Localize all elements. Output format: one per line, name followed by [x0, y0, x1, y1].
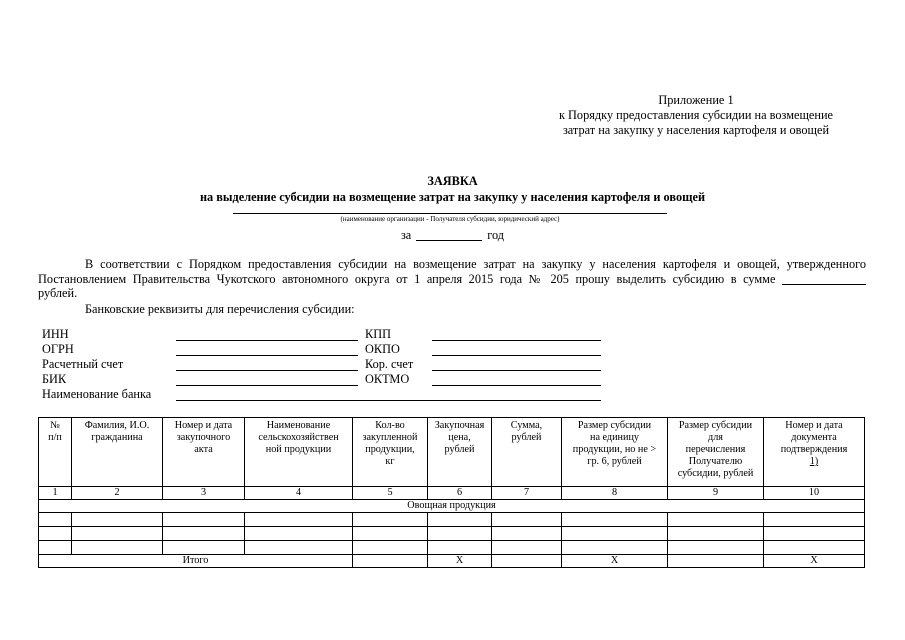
table-cell[interactable] [764, 541, 865, 555]
total-x-mark: Х [562, 555, 668, 568]
table-cell[interactable] [353, 541, 428, 555]
header-cell-6 [428, 418, 492, 487]
ogrn-label: ОГРН [42, 342, 74, 356]
header-cell-4 [245, 418, 353, 487]
corr-account-label: Кор. счет [365, 357, 414, 371]
header-cell-8 [562, 418, 668, 487]
header-cell-9-text: Размер субсидии для перечисления Получателю субсидии, рублей [677, 420, 754, 479]
header-cell-5 [353, 418, 428, 487]
appendix-ref-line-1: к Порядку предоставления субсидии на возмещение [559, 108, 833, 122]
table-cell[interactable] [492, 527, 562, 541]
bank-name-field[interactable] [176, 400, 601, 401]
total-row [39, 555, 865, 568]
account-field[interactable] [176, 370, 358, 371]
column-number: 9 [668, 487, 764, 500]
table-cell[interactable] [72, 513, 163, 527]
column-number: 7 [492, 487, 562, 500]
table-cell[interactable] [163, 527, 245, 541]
period-suffix: год [487, 228, 505, 242]
table-cell[interactable] [428, 527, 492, 541]
column-number: 3 [163, 487, 245, 500]
appendix-number: Приложение 1 [658, 93, 734, 107]
total-cell[interactable] [492, 555, 562, 568]
organization-name-line[interactable] [233, 213, 667, 214]
table-cell[interactable] [39, 541, 72, 555]
column-number: 8 [562, 487, 668, 500]
column-number: 4 [245, 487, 353, 500]
header-cell-9 [668, 418, 764, 487]
header-cell-4-text: Наименование сельскохозяйствен ной продукции [258, 420, 339, 455]
table-cell[interactable] [562, 541, 668, 555]
section-row [39, 500, 865, 513]
column-number: 2 [72, 487, 163, 500]
table-row [39, 527, 865, 541]
appendix-header [540, 93, 852, 138]
period-prefix: за [400, 228, 412, 242]
okpo-label: ОКПО [365, 342, 400, 356]
table-cell[interactable] [245, 513, 353, 527]
period-line [0, 228, 905, 243]
table-cell[interactable] [245, 541, 353, 555]
bank-requisites-title: Банковские реквизиты для перечисления субсидии: [85, 302, 355, 316]
total-cell[interactable] [668, 555, 764, 568]
bik-label: БИК [42, 372, 67, 386]
header-cell-7-text: Сумма, рублей [510, 420, 543, 443]
kpp-field[interactable] [432, 340, 601, 341]
total-cell[interactable] [353, 555, 428, 568]
table-cell[interactable] [668, 513, 764, 527]
title-main: ЗАЯВКА [427, 174, 478, 188]
paragraph-line-2-text: Постановлением Правительства Чукотского автономного округа от 1 апреля 2015 года № 205 прошу выделить субсидию в сумме [38, 271, 776, 286]
header-cell-10 [764, 418, 865, 487]
table-cell[interactable] [353, 513, 428, 527]
inn-field[interactable] [176, 340, 358, 341]
table-cell[interactable] [39, 527, 72, 541]
table-cell[interactable] [764, 527, 865, 541]
header-cell-1 [39, 418, 72, 487]
header-cell-7 [492, 418, 562, 487]
table-cell[interactable] [245, 527, 353, 541]
table-cell[interactable] [764, 513, 865, 527]
bank-name-label: Наименование банка [42, 387, 152, 401]
okpo-field[interactable] [432, 355, 601, 356]
table-cell[interactable] [353, 527, 428, 541]
bik-field[interactable] [176, 385, 358, 386]
purchase-table [38, 417, 865, 568]
table-cell[interactable] [39, 513, 72, 527]
column-number: 1 [39, 487, 72, 500]
header-cell-2 [72, 418, 163, 487]
table-cell[interactable] [163, 541, 245, 555]
total-x-mark: Х [428, 555, 492, 568]
title-sub: на выделение субсидии на возмещение затрат на закупку у населения картофеля и овощей [199, 190, 706, 204]
column-number-row [39, 487, 865, 500]
header-cell-10-text: Номер и дата документа подтверждения [780, 420, 848, 455]
ogrn-field[interactable] [176, 355, 358, 356]
footnote-mark: 1) [809, 456, 819, 467]
table-cell[interactable] [668, 527, 764, 541]
oktmo-label: ОКТМО [365, 372, 410, 386]
table-cell[interactable] [428, 541, 492, 555]
header-cell-1-text: № п/п [48, 420, 62, 443]
document-title [0, 173, 905, 205]
table-cell[interactable] [72, 541, 163, 555]
table-cell[interactable] [492, 513, 562, 527]
year-blank[interactable] [416, 229, 482, 241]
header-cell-2-text: Фамилия, И.О. гражданина [84, 420, 150, 443]
header-cell-3-text: Номер и дата закупочного акта [174, 420, 233, 455]
organization-caption: (наименование организации - Получателя субсидии, юридический адрес) [340, 215, 560, 223]
column-number: 5 [353, 487, 428, 500]
table-cell[interactable] [72, 527, 163, 541]
appendix-ref-line-2: затрат на закупку у населения картофеля и овощей [562, 123, 830, 137]
table-cell[interactable] [163, 513, 245, 527]
table-header-row [39, 418, 865, 487]
table-cell[interactable] [492, 541, 562, 555]
sum-blank[interactable] [782, 273, 866, 285]
paragraph-line-3: рублей. [38, 286, 78, 300]
table-cell[interactable] [668, 541, 764, 555]
header-cell-5-text: Кол-во закупленной продукции, кг [362, 420, 418, 467]
request-paragraph [38, 257, 866, 301]
column-number: 6 [428, 487, 492, 500]
corr-account-field[interactable] [432, 370, 601, 371]
table-cell[interactable] [562, 527, 668, 541]
table-cell[interactable] [562, 513, 668, 527]
account-label: Расчетный счет [42, 357, 124, 371]
kpp-label: КПП [365, 327, 391, 341]
inn-label: ИНН [42, 327, 69, 341]
table-row [39, 513, 865, 527]
header-cell-3 [163, 418, 245, 487]
paragraph-line-1: В соответствии с Порядком предоставления субсидии на возмещение затрат на закупку у населения картофеля и овощей, утвержденного [85, 257, 866, 271]
section-title: Овощная продукция [39, 500, 865, 513]
total-x-mark: Х [764, 555, 865, 568]
header-cell-8-text: Размер субсидии на единицу продукции, но не > гр. 6, рублей [572, 420, 657, 467]
table-row [39, 541, 865, 555]
column-number: 10 [764, 487, 865, 500]
paragraph-line-2 [38, 272, 866, 287]
table-cell[interactable] [428, 513, 492, 527]
oktmo-field[interactable] [432, 385, 601, 386]
total-label: Итого [39, 555, 353, 568]
header-cell-6-text: Закупочная цена, рублей [434, 420, 485, 455]
